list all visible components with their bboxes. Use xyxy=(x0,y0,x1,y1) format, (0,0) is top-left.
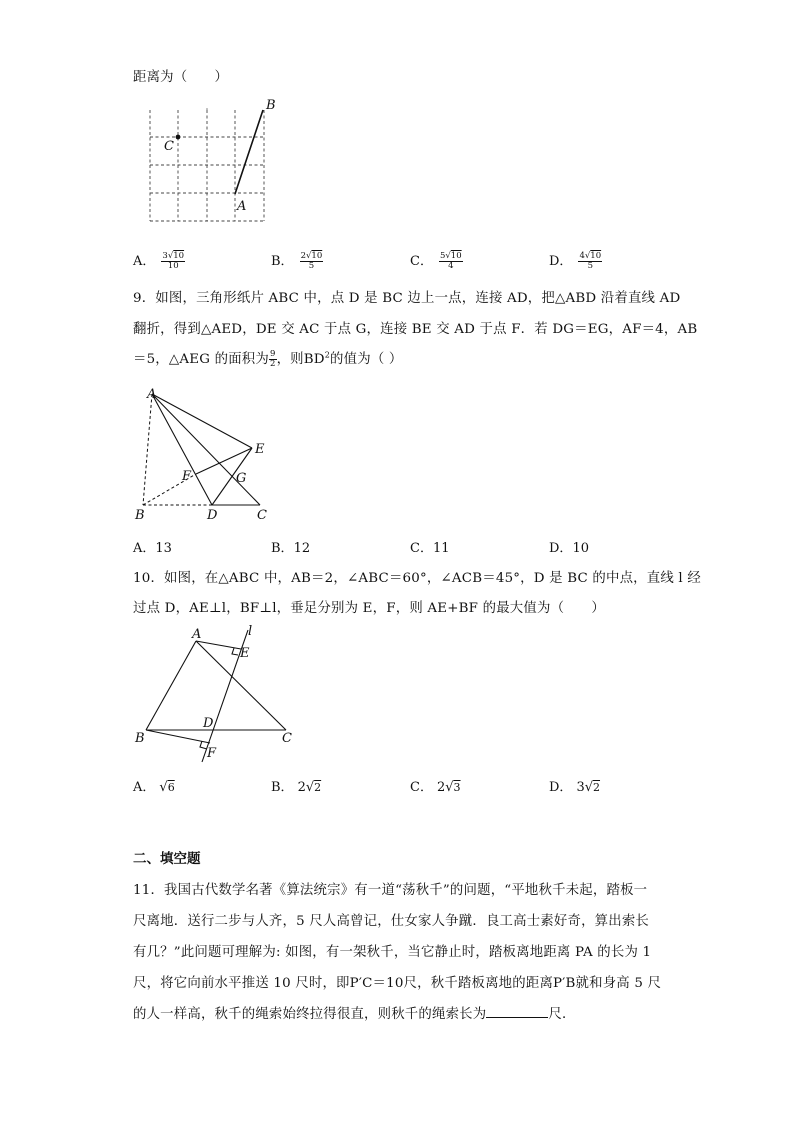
q10-option-d-root: √ xyxy=(584,780,594,795)
q9-option-c-value: 11 xyxy=(432,541,450,556)
q9-option-b-letter: B． xyxy=(271,541,294,556)
q9-line-3 xyxy=(133,348,402,369)
q9-line-3-a: ＝5，△AEG 的面积为 xyxy=(133,352,269,367)
q8-option-c-den: 4 xyxy=(448,261,454,271)
q11-line-3: 有几？”此问题可理解为: 如图，有一架秋千，当它静止时，踏板离地距离 PA 的长为 1 xyxy=(133,945,652,960)
q10-segment-bf xyxy=(146,730,210,743)
q9-label-b: B xyxy=(135,508,145,523)
q8-option-d-rad: 10 xyxy=(590,251,602,261)
q10-option-b-letter: B． xyxy=(271,780,294,795)
q8-option-c-fraction: $\frac{5√10}{4}$ xyxy=(439,251,462,271)
q11-line-5 xyxy=(133,1003,576,1022)
q9-option-b[interactable] xyxy=(271,537,310,556)
q9-label-c: C xyxy=(257,508,267,523)
q9-option-d-letter: D． xyxy=(549,541,573,556)
q10-label-l: l xyxy=(248,624,253,639)
q10-option-c-letter: C． xyxy=(410,780,433,795)
q9-option-d-value: 10 xyxy=(572,541,589,556)
q10-option-d-rad: 2 xyxy=(593,781,601,794)
q9-option-b-value: 12 xyxy=(293,541,311,556)
q9-line-2: 翻折，得到△AED，DE 交 AC 于点 G，连接 BE 交 AD 于点 F．若 DG＝EG，AF＝4，AB xyxy=(133,322,698,337)
q10-option-d-coef: 3 xyxy=(576,780,585,795)
q8-point-c xyxy=(176,135,181,140)
q9-line-3-sup: 2 xyxy=(324,350,331,360)
q9-line-3-c: 的值为（ ） xyxy=(330,352,403,367)
q8-option-d[interactable] xyxy=(549,250,602,271)
q10-option-a-rad: 6 xyxy=(167,781,175,794)
q10-option-c-root: √ xyxy=(445,780,454,795)
q10-label-a: A xyxy=(192,627,202,642)
q9-label-a: A xyxy=(147,387,157,402)
q8-option-a-coef: 3 xyxy=(162,251,168,261)
q8-option-a-fraction: $\frac{3√10}{10}$ xyxy=(162,251,185,271)
q9-line-3-b: ，则BD xyxy=(276,352,325,367)
q10-label-c: C xyxy=(282,731,292,746)
q8-grid-figure xyxy=(140,92,290,232)
q10-option-d-letter: D． xyxy=(549,780,573,795)
q11-answer-blank[interactable] xyxy=(486,1005,548,1018)
q8-option-d-fraction: $\frac{4√10}{5}$ xyxy=(579,251,602,271)
q10-side-ab xyxy=(146,641,196,730)
q8-option-b-fraction: $\frac{2√10}{5}$ xyxy=(300,251,323,271)
q9-segment-ab xyxy=(143,394,152,505)
q8-option-b-den: 5 xyxy=(308,261,315,271)
q10-option-b-radical xyxy=(298,780,322,795)
q8-label-a: A xyxy=(237,199,247,214)
q8-option-c-coef: 5 xyxy=(439,251,446,261)
q10-line-1: 10．如图，在△ABC 中，AB＝2，∠ABC＝60°，∠ACB＝45°，D 是 BC 的中点，直线 l 经 xyxy=(133,571,701,586)
q10-label-f: F xyxy=(207,746,217,761)
q8-option-d-coef: 4 xyxy=(579,251,585,261)
q8-option-b-rad: 10 xyxy=(311,251,323,261)
q10-option-c-coef: 2 xyxy=(436,780,446,795)
q10-option-c-rad: 3 xyxy=(453,781,461,794)
q8-option-c[interactable] xyxy=(410,250,463,271)
q10-option-b-rad: 2 xyxy=(314,781,322,794)
q10-option-a-root: √ xyxy=(159,780,168,795)
q8-label-b: B xyxy=(266,98,276,113)
q9-label-e: E xyxy=(255,442,265,457)
q8-option-a-letter: A． xyxy=(133,254,156,269)
q9-triangle-figure xyxy=(130,384,280,524)
q10-option-d[interactable] xyxy=(549,776,600,795)
section-heading-fill-in: 二、填空题 xyxy=(133,851,201,867)
q11-line-1: 11．我国古代数学名著《算法统宗》有一道“荡秋千”的问题，“平地秋千未起，踏板一 xyxy=(133,883,648,898)
q10-option-b-coef: 2 xyxy=(297,780,306,795)
q10-option-a-radical xyxy=(159,780,174,795)
q11-line-4: 尺，将它向前水平推送 10 尺时，即P′C＝10尺，秋千踏板离地的距离P′B就和身高 5 尺 xyxy=(133,976,662,991)
q10-label-b: B xyxy=(135,731,145,746)
q10-option-d-radical xyxy=(576,780,600,795)
q10-option-c[interactable] xyxy=(410,776,461,795)
q9-option-c[interactable] xyxy=(410,537,450,556)
q8-option-a[interactable] xyxy=(133,250,185,271)
q9-side-ac xyxy=(152,394,260,505)
q8-option-c-rad: 10 xyxy=(450,251,462,261)
q8-option-a-rad: 10 xyxy=(173,251,185,261)
q11-line-2: 尺离地．送行二步与人齐，5 尺人高曾记，仕女家人争蹴．良工高士素好奇，算出索长 xyxy=(133,914,650,929)
q9-option-a[interactable] xyxy=(133,537,172,556)
q9-area-num: 9 xyxy=(269,349,276,359)
q9-area-fraction xyxy=(269,350,277,369)
q10-option-b[interactable] xyxy=(271,776,321,795)
q9-area-den: 2 xyxy=(269,359,276,369)
q9-option-a-value: 13 xyxy=(155,541,172,556)
q9-option-c-letter: C． xyxy=(410,541,433,556)
q8-option-a-den: 10 xyxy=(167,261,179,271)
q10-right-angle-e xyxy=(232,648,238,655)
q9-label-g: G xyxy=(236,471,247,486)
q9-label-f: F xyxy=(182,469,192,484)
q10-option-b-root: √ xyxy=(305,780,315,795)
q11-line-5-b: 尺． xyxy=(548,1007,576,1022)
q10-option-c-radical xyxy=(437,780,461,795)
q9-option-d[interactable] xyxy=(549,537,589,556)
q10-line-2: 过点 D，AE⊥l，BF⊥l，垂足分别为 E，F，则 AE+BF 的最大值为（ ） xyxy=(133,601,605,616)
q8-segment-ab xyxy=(235,110,263,194)
q8-label-c: C xyxy=(164,139,174,154)
q10-triangle-figure xyxy=(130,622,305,767)
q9-label-d: D xyxy=(207,508,218,523)
q10-option-a-letter: A． xyxy=(133,780,156,795)
q8-grid-lines xyxy=(150,110,265,221)
q8-option-d-letter: D． xyxy=(549,254,573,269)
q10-label-d: D xyxy=(203,716,214,731)
q9-line-1: 9．如图，三角形纸片 ABC 中，点 D 是 BC 边上一点，连接 AD，把△ABD 沿着直线 AD xyxy=(133,291,681,306)
q8-option-c-letter: C． xyxy=(410,254,433,269)
q9-option-a-letter: A． xyxy=(133,541,156,556)
q10-option-a[interactable] xyxy=(133,776,175,795)
q8-option-b[interactable] xyxy=(271,250,323,271)
q8-option-b-letter: B． xyxy=(271,254,294,269)
q10-label-e: E xyxy=(240,646,250,661)
q11-line-5-a: 的人一样高，秋千的绳索始终拉得很直，则秋千的绳索长为 xyxy=(133,1007,487,1022)
q8-option-b-coef: 2 xyxy=(300,251,306,261)
q8-speck xyxy=(206,108,208,110)
q8-option-d-den: 5 xyxy=(587,261,593,271)
q8-tail-text: 距离为（ ） xyxy=(133,70,229,85)
